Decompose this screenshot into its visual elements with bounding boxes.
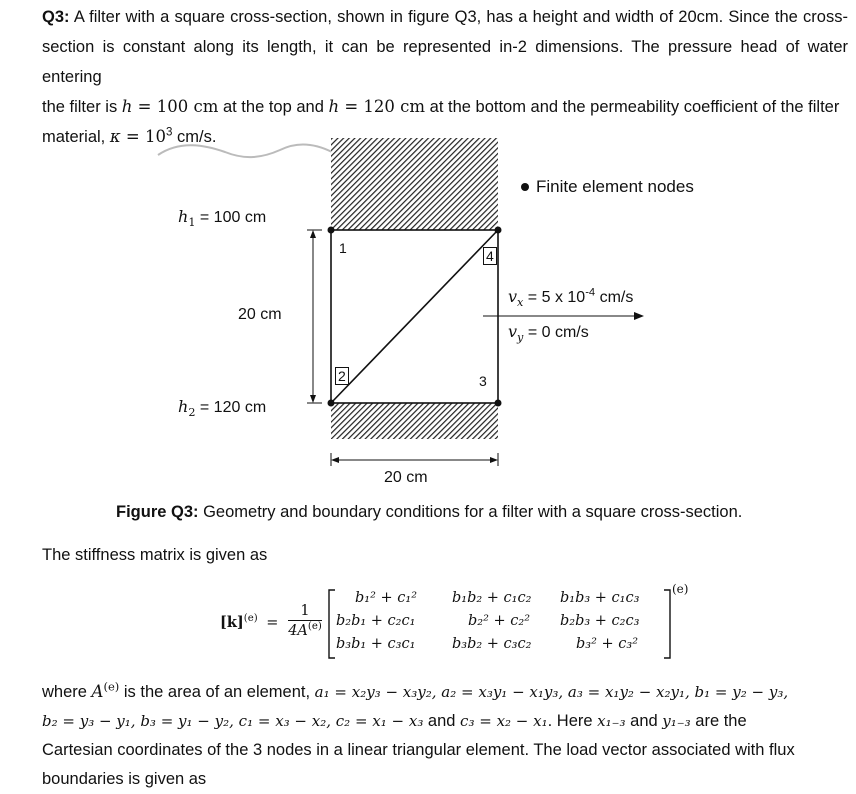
node-label-3: 3	[479, 373, 487, 389]
matrix-r1c3: b₁b₃ + c₁c₃	[560, 590, 640, 606]
vy-label: $v_y = 0$ cm/s	[508, 322, 589, 345]
water-wave	[158, 144, 332, 157]
node-label-4: 4	[483, 247, 497, 265]
where-line-2: b₂ = y₃ − y₁, b₃ = y₁ − y₂, c₁ = x₃ − x₂, c₂ = x₁ − x₃ and c₃ = x₂ − x₁. Here x₁₋₃ and y₁₋₃ are the	[42, 712, 747, 730]
stiffness-matrix-equation	[215, 582, 705, 660]
node-label-1: 1	[339, 240, 347, 256]
top-hatch-block	[331, 138, 498, 230]
legend-bullet	[521, 183, 529, 191]
node-label-2: 2	[335, 367, 349, 385]
matrix-r1c2: b₁b₂ + c₁c₂	[452, 590, 532, 606]
matrix-r3c3: b₃² + c₃²	[576, 636, 639, 652]
width-label: 20 cm	[384, 469, 428, 486]
question-line-1: Q3: A filter with a square cross-section, shown in figure Q3, has a height and width of 20cm. Since the cross-	[42, 8, 848, 26]
outer-superscript: (e)	[672, 582, 689, 596]
where-line-3: Cartesian coordinates of the 3 nodes in a linear triangular element. The load vector associated with flux	[42, 741, 795, 759]
node-dot-4	[495, 227, 502, 234]
where-line-4: boundaries is given as	[42, 770, 207, 788]
figure-caption: Figure Q3: Geometry and boundary conditions for a filter with a square cross-section.	[116, 503, 743, 521]
bottom-hatch-block	[331, 403, 498, 439]
element-diagonal	[331, 230, 498, 403]
question-line-2: section is constant along its length, it can be represented in-2 dimensions. The pressure head of water entering	[42, 38, 848, 86]
node-dot-2	[328, 400, 335, 407]
matrix-r1c1: b₁² + c₁²	[355, 590, 418, 606]
node-dot-3	[495, 400, 502, 407]
where-paragraph	[42, 677, 848, 794]
node-dot-1	[328, 227, 335, 234]
matrix-r2c3: b₂b₃ + c₂c₃	[560, 613, 640, 629]
matrix-r3c1: b₃b₁ + c₃c₁	[336, 636, 416, 652]
matrix-r3c2: b₃b₂ + c₃c₂	[452, 636, 532, 652]
matrix-lhs: $[k]^{(e)}$ =	[220, 613, 279, 631]
question-line-3: the filter is h = 100 cm at the top and h = 120 cm at the bottom and the permeability coefficient of the filter	[42, 97, 840, 116]
height-label: 20 cm	[238, 306, 282, 323]
vx-label: $v_x = 5$ x $10^{-4}$ cm/s	[508, 286, 634, 310]
matrix-r2c2: b₂² + c₂²	[468, 613, 531, 629]
h2-label: $h_2 = 120$ cm	[178, 397, 267, 420]
stiffness-intro: The stiffness matrix is given as	[42, 546, 268, 564]
question-line-4: material, $\kappa = 10^3$ cm/s.	[42, 126, 217, 146]
question-label: Q3:	[42, 8, 70, 26]
where-line-1: where $A^{(e)}$ is the area of an element, a₁ = x₂y₃ − x₃y₂, a₂ = x₃y₁ − x₁y₃, a₃ = x₁y₂ − x₂y₁, b₁ = y₂ − y₃,	[42, 679, 789, 701]
h1-label: $h_1 = 100$ cm	[178, 207, 267, 230]
matrix-r2c1: b₂b₁ + c₂c₁	[336, 613, 416, 629]
legend-label: Finite element nodes	[536, 177, 694, 196]
fraction: 1 $4A^{(e)}$	[288, 603, 322, 639]
